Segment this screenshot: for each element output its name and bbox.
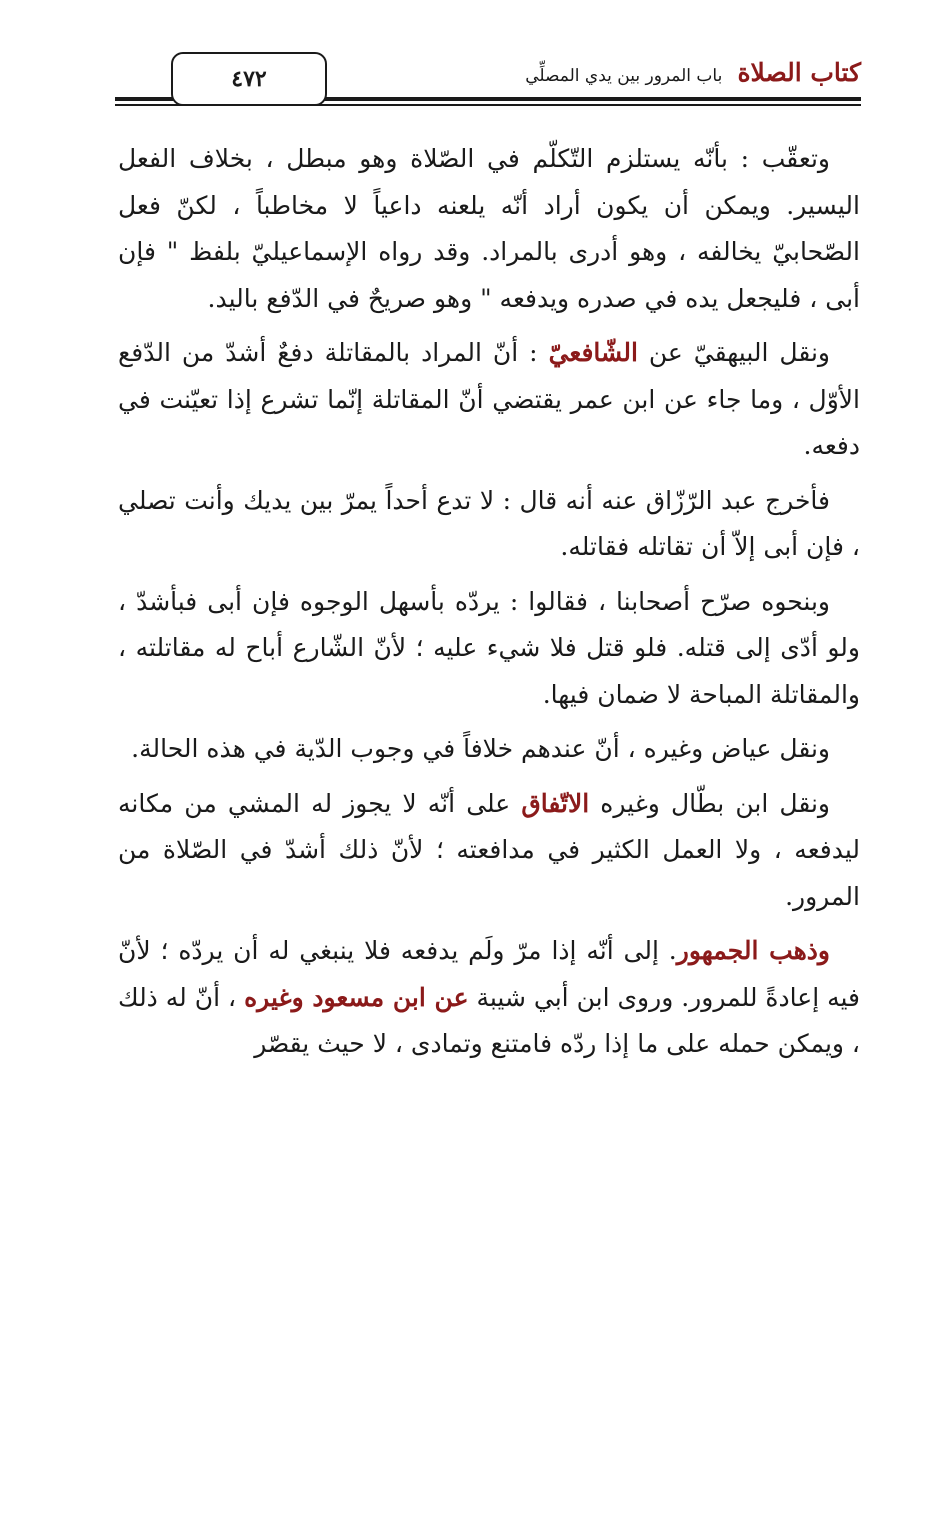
paragraph xyxy=(118,726,860,773)
paragraph-text: وتعقّب : بأنّه يستلزم التّكلّم في الصّلاة وهو مبطل ، بخلاف الفعل اليسير. ويمكن أن يكون أراد أنّه يلعنه داعياً لا مخاطباً ، لكنّ فعل الصّحابيّ يخالفه ، وهو أدرى بالمراد. وقد رواه الإسماعيليّ بلفظ " فإن أبى ، فليجعل يده في صدره ويدفعه " وهو صريحٌ في الدّفع باليد. xyxy=(118,144,860,313)
paragraph-text: ونقل عياض وغيره ، أنّ عندهم خلافاً في وجوب الدّية في هذه الحالة. xyxy=(131,734,830,763)
paragraph-text: فأخرج عبد الرّزّاق عنه أنه قال : لا تدع أحداً يمرّ بين يديك وأنت تصلي ، فإن أبى إلاّ أن تقاتله فقاتله. xyxy=(118,485,860,561)
paragraph-text: على أنّه لا يجوز له المشي من مكانه ليدفعه ، ولا العمل الكثير في مدافعته ؛ لأنّ ذلك أشدّ في الصّلاة من المرور. xyxy=(118,788,860,911)
paragraph-text: وبنحوه صرّح أصحابنا ، فقالوا : يردّه بأسهل الوجوه فإن أبى فبأشدّ ، ولو أدّى إلى قتله. فلو قتل فلا شيء عليه ؛ لأنّ الشّارع أباح له مقاتلته ، والمقاتلة المباحة لا ضمان فيها. xyxy=(118,586,860,709)
highlighted-term: الاتّفاق xyxy=(521,788,590,818)
paragraph xyxy=(118,330,860,470)
paragraph-text: ، أنّ له ذلك ، ويمكن حمله على ما إذا ردّه فامتنع وتمادى ، لا حيث يقصّر xyxy=(118,982,860,1058)
highlighted-term: الشّافعيّ xyxy=(548,338,638,367)
paragraph xyxy=(118,781,860,921)
page-body xyxy=(118,136,860,1076)
page-number: ٤٧٢ xyxy=(231,66,267,92)
paragraph xyxy=(118,928,860,1068)
paragraph-text: : أنّ المراد بالمقاتلة دفعٌ أشدّ من الدّفع الأوّل ، وما جاء عن ابن عمر يقتضي أنّ المقاتلة إنّما تشرع إذا تعيّنت في دفعه. xyxy=(118,338,860,460)
highlighted-term: وذهب الجمهور xyxy=(676,936,831,965)
running-title xyxy=(525,58,861,87)
paragraph-text: ونقل ابن بطّال وغيره xyxy=(589,788,830,818)
paragraph-text: . إلى أنّه إذا مرّ ولَم يدفعه فلا ينبغي له أن يردّه ؛ لأنّ فيه إعادةً للمرور. وروى ابن أبي شيبة xyxy=(118,936,860,1012)
page-header xyxy=(115,52,861,110)
book-title: كتاب الصلاة xyxy=(737,58,861,87)
paragraph xyxy=(118,478,860,571)
paragraph xyxy=(118,136,860,322)
paragraph xyxy=(118,579,860,719)
paragraph-text: ونقل البيهقيّ عن xyxy=(637,338,830,367)
chapter-title: باب المرور بين يدي المصلِّي xyxy=(525,66,723,86)
page-number-box xyxy=(171,52,327,106)
highlighted-term: عن ابن مسعود وغيره xyxy=(244,982,469,1012)
